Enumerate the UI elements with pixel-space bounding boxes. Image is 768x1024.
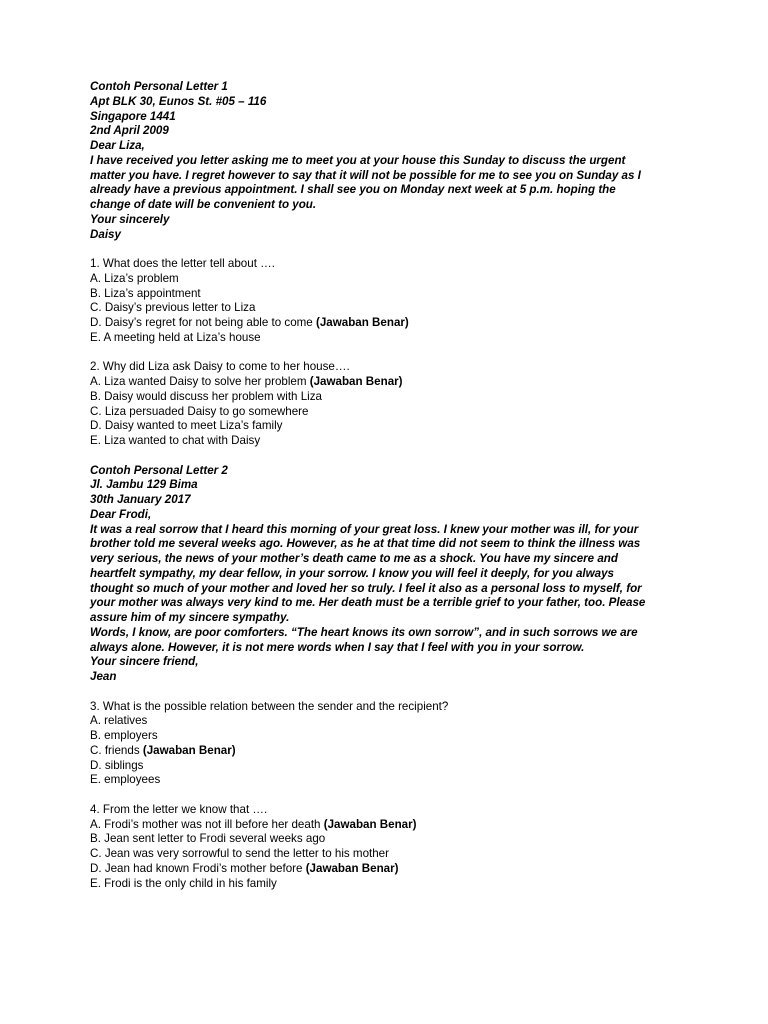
option-text: B. Jean sent letter to Frodi several weeks ago (90, 832, 326, 846)
letter2-body-line: assure him of my sincere sympathy. (90, 611, 290, 624)
option-text: A. Liza wanted Daisy to solve her problem (90, 375, 310, 388)
letter1-body-line: change of date will be convenient to you. (90, 198, 317, 211)
spacer (90, 242, 690, 257)
option-text: D. Daisy’s regret for not being able to come (90, 316, 316, 329)
letter1-city-line: Singapore 1441 (90, 109, 176, 123)
letter2-body-line: very serious, the news of your mother’s death came to me as a shock. You have my sincere and (90, 552, 618, 565)
answer-option (90, 744, 690, 759)
answer-option (90, 301, 690, 316)
answer-option (90, 832, 690, 847)
option-text: C. Liza persuaded Daisy to go somewhere (90, 404, 309, 418)
letter2-body-line: always alone. However, it is not mere words when I say that I feel with you in your sorrow. (90, 640, 585, 654)
spacer (90, 346, 690, 361)
answer-option (90, 847, 690, 862)
letter1-date: 2nd April 2009 (90, 124, 169, 138)
correct-answer-tag: (Jawaban Benar) (309, 375, 403, 388)
letter1-heading: Contoh Personal Letter 1 (90, 80, 228, 93)
answer-option (90, 331, 690, 346)
correct-answer-tag: (Jawaban Benar) (305, 861, 399, 875)
letter1-address-line: Apt BLK 30, Eunos St. #05 – 116 (90, 94, 267, 108)
letter2-heading: Contoh Personal Letter 2 (90, 463, 228, 477)
option-text: C. Daisy’s previous letter to Liza (90, 301, 256, 315)
letter2-signature: Jean (90, 670, 117, 683)
question-4 (90, 803, 690, 892)
letter2-address-line: Jl. Jambu 129 Bima (90, 478, 198, 492)
option-text: E. Liza wanted to chat with Daisy (90, 434, 261, 447)
answer-option (90, 405, 690, 420)
correct-answer-tag: (Jawaban Benar) (323, 817, 417, 831)
question-3 (90, 700, 690, 789)
letter2-body-line: thought so much of your mother and loved her so truly. I feel it also as a personal loss to myself, for (90, 581, 642, 595)
letter2-date: 30th January 2017 (90, 493, 191, 506)
question-text: 4. From the letter we know that …. (90, 802, 268, 816)
letter1-body-line: I have received you letter asking me to meet you at your house this Sunday to discuss the urgent (90, 153, 626, 167)
option-text: D. Jean had known Frodi’s mother before (90, 861, 306, 875)
option-text: D. siblings (90, 758, 144, 772)
letter1-salutation: Dear Liza, (90, 139, 145, 152)
answer-option (90, 877, 690, 892)
option-text: A. Frodi’s mother was not ill before her death (90, 817, 324, 831)
question-2 (90, 360, 690, 449)
spacer (90, 449, 690, 464)
option-text: E. employees (90, 773, 161, 787)
answer-option (90, 862, 690, 877)
correct-answer-tag: (Jawaban Benar) (315, 316, 409, 329)
letter2-salutation: Dear Frodi, (90, 507, 152, 521)
question-text: 1. What does the letter tell about …. (90, 257, 275, 270)
spacer (90, 788, 690, 803)
question-text: 3. What is the possible relation between the sender and the recipient? (90, 699, 449, 713)
letter2-body-line: your mother was always very kind to me. Her death must be a terrible grief to your father, too. Please (90, 596, 646, 610)
answer-option (90, 375, 690, 390)
letter1-signature: Daisy (90, 227, 121, 241)
letter1-body-line: already have a previous appointment. I shall see you on Monday next week at 5 p.m. hoping the (90, 183, 616, 197)
answer-option (90, 818, 690, 833)
answer-option (90, 316, 690, 331)
letter2-body-line: It was a real sorrow that I heard this morning of your great loss. I knew your mother was ill, for your (90, 522, 639, 536)
answer-option (90, 390, 690, 405)
personal-letter-2 (90, 464, 690, 685)
option-text: D. Daisy wanted to meet Liza’s family (90, 419, 283, 433)
answer-option (90, 714, 690, 729)
option-text: B. employers (90, 729, 158, 742)
answer-option (90, 434, 690, 449)
option-text: E. A meeting held at Liza’s house (90, 330, 261, 344)
correct-answer-tag: (Jawaban Benar) (142, 743, 236, 757)
option-text: E. Frodi is the only child in his family (90, 876, 277, 890)
answer-option (90, 272, 690, 287)
option-text: B. Liza’s appointment (90, 286, 201, 300)
option-text: A. Liza’s problem (90, 271, 179, 285)
letter1-closing: Your sincerely (90, 212, 170, 226)
question-text: 2. Why did Liza ask Daisy to come to her house…. (90, 360, 350, 374)
document-page (90, 80, 690, 891)
answer-option (90, 419, 690, 434)
letter2-body-line: brother told me several weeks ago. However, as he at that time did not seem to think the illness was (90, 537, 641, 551)
letter2-body-line: heartfelt sympathy, my dear fellow, in your sorrow. I know you will feel it deeply, for you always (90, 566, 614, 580)
answer-option (90, 759, 690, 774)
spacer (90, 685, 690, 700)
option-text: A. relatives (90, 714, 148, 728)
letter2-closing: Your sincere friend, (90, 655, 199, 669)
option-text: C. Jean was very sorrowful to send the letter to his mother (90, 847, 389, 860)
answer-option (90, 287, 690, 302)
question-1 (90, 257, 690, 346)
personal-letter-1 (90, 80, 690, 242)
answer-option (90, 773, 690, 788)
option-text: C. friends (90, 743, 143, 757)
answer-option (90, 729, 690, 744)
letter2-body-line: Words, I know, are poor comforters. “The heart knows its own sorrow”, and in such sorrows we are (90, 625, 638, 639)
option-text: B. Daisy would discuss her problem with Liza (90, 389, 322, 403)
letter1-body-line: matter you have. I regret however to say that it will not be possible for me to see you on Sunday as I (90, 168, 641, 182)
